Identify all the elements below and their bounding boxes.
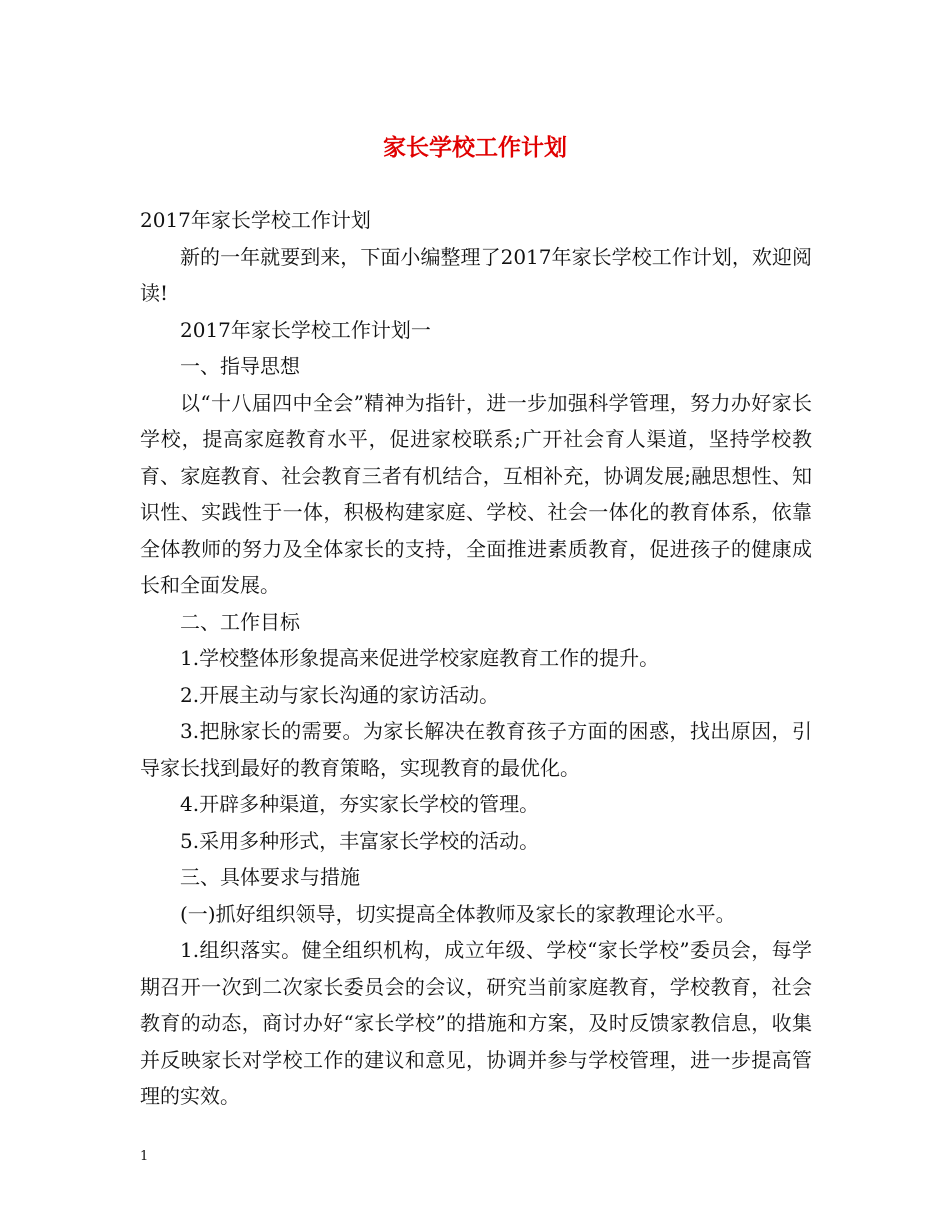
paragraph: 2017年家长学校工作计划 xyxy=(140,208,371,232)
document-title: 家长学校工作计划 xyxy=(383,134,567,161)
list-item: 3.把脉家长的需要。为家长解决在教育孩子方面的困惑，找出原因，引导家长找到最好的教育策略，实现教育的最优化。 xyxy=(140,719,812,780)
subsection-heading: (一)抓好组织领导，切实提高全体教师及家长的家教理论水平。 xyxy=(180,901,736,926)
document-body xyxy=(140,202,812,1115)
list-item: 5.采用多种形式，丰富家长学校的活动。 xyxy=(180,828,540,853)
page-number: 1 xyxy=(140,1149,149,1164)
list-item: 1.组织落实。健全组织机构，成立年级、学校“家长学校”委员会，每学期召开一次到二次家长委员会的会议，研究当前家庭教育，学校教育，社会教育的动态，商讨办好“家长学校”的措施和方案，及时反馈家教信息，收集并反映家长对学校工作的建议和意见，协调并参与学校管理，进一步提高管理的实效。 xyxy=(140,938,812,1108)
paragraph: 2017年家长学校工作计划一 xyxy=(180,317,431,342)
section-heading: 三、具体要求与措施 xyxy=(180,865,360,889)
list-item: 1.学校整体形象提高来促进学校家庭教育工作的提升。 xyxy=(180,646,660,670)
section-heading: 二、工作目标 xyxy=(180,609,300,634)
list-item: 4.开辟多种渠道，夯实家长学校的管理。 xyxy=(180,792,540,816)
paragraph: 新的一年就要到来，下面小编整理了2017年家长学校工作计划，欢迎阅读! xyxy=(140,244,812,305)
paragraph: 以“十八届四中全会”精神为指针，进一步加强科学管理，努力办好家长学校，提高家庭教育水平，促进家校联系;广开社会育人渠道，坚持学校教育、家庭教育、社会教育三者有机结合，互相补充，协调发展;融思想性、知识性、实践性于一体，积极构建家庭、学校、社会一体化的教育体系，依靠全体教师的努力及全体家长的支持，全面推进素质教育，促进孩子的健康成长和全面发展。 xyxy=(140,390,812,597)
section-heading: 一、指导思想 xyxy=(180,354,300,378)
list-item: 2.开展主动与家长沟通的家访活动。 xyxy=(180,682,500,707)
